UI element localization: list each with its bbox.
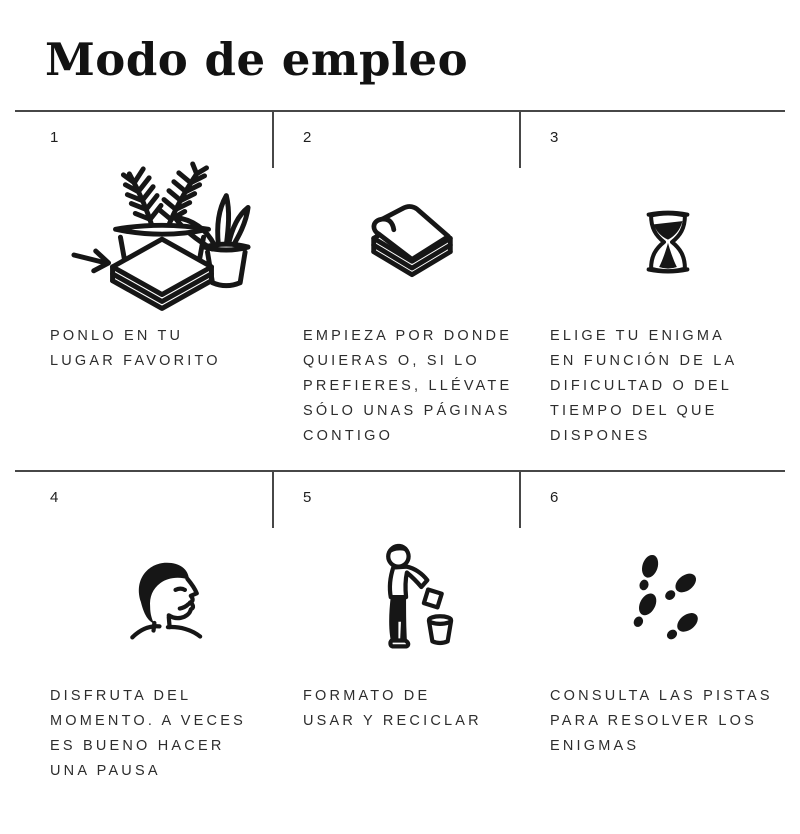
caption-line: DISFRUTA DEL	[50, 687, 192, 704]
step-icon-box	[50, 513, 273, 684]
step-number: 1	[50, 128, 61, 146]
step-caption	[550, 324, 785, 449]
step-caption	[50, 684, 273, 784]
plant-pots-and-pages-icon	[68, 160, 256, 316]
caption-line: UNA PAUSA	[50, 762, 161, 779]
caption-line: ENIGMAS	[550, 737, 640, 754]
steps-row-2	[15, 470, 785, 830]
caption-line: PREFIERES, LLÉVATE	[303, 377, 513, 394]
page-stack-icon	[366, 200, 458, 282]
caption-line: DISPONES	[550, 427, 651, 444]
step-number: 2	[303, 128, 314, 146]
relaxed-face-icon	[112, 556, 212, 641]
caption-line: USAR Y RECICLAR	[303, 712, 482, 729]
caption-line: MOMENTO. A VECES	[50, 712, 246, 729]
step-caption	[550, 684, 785, 759]
caption-line: SÓLO UNAS PÁGINAS	[303, 402, 511, 419]
caption-line: ELIGE TU ENIGMA	[550, 327, 726, 344]
steps-grid	[0, 110, 800, 830]
caption-line: DIFICULTAD O DEL	[550, 377, 732, 394]
step-cell-6	[520, 472, 785, 830]
step-number: 3	[550, 128, 561, 146]
caption-line: FORMATO DE	[303, 687, 431, 704]
caption-line: CONTIGO	[303, 427, 394, 444]
caption-line: PARA RESOLVER LOS	[550, 712, 757, 729]
caption-line: EMPIEZA POR DONDE	[303, 327, 513, 344]
person-recycling-icon	[367, 542, 457, 654]
step-number: 4	[50, 488, 61, 506]
column-divider	[272, 112, 274, 168]
caption-line: PONLO EN TU	[50, 327, 184, 344]
step-cell-5	[273, 472, 520, 830]
step-cell-2	[273, 112, 520, 470]
step-cell-4	[15, 472, 273, 830]
step-icon-box	[550, 153, 785, 324]
step-number: 5	[303, 488, 314, 506]
column-divider	[519, 112, 521, 168]
step-number: 6	[550, 488, 561, 506]
step-icon-box	[303, 513, 520, 684]
caption-line: EN FUNCIÓN DE LA	[550, 352, 738, 369]
steps-row-1	[15, 110, 785, 470]
column-divider	[519, 472, 521, 528]
column-divider	[272, 472, 274, 528]
footprints-icon	[621, 548, 715, 648]
hourglass-icon	[643, 209, 693, 280]
step-icon-box	[550, 513, 785, 684]
step-caption	[303, 324, 520, 449]
step-icon-box	[303, 153, 520, 324]
caption-line: ES BUENO HACER	[50, 737, 225, 754]
step-caption	[50, 324, 273, 374]
caption-line: QUIERAS O, SI LO	[303, 352, 480, 369]
step-icon-box	[50, 153, 273, 324]
step-cell-3	[520, 112, 785, 470]
caption-line: LUGAR FAVORITO	[50, 352, 221, 369]
page-title: Modo de empleo	[45, 33, 469, 86]
caption-line: TIEMPO DEL QUE	[550, 402, 718, 419]
caption-line: CONSULTA LAS PISTAS	[550, 687, 773, 704]
step-caption	[303, 684, 520, 734]
step-cell-1	[15, 112, 273, 470]
